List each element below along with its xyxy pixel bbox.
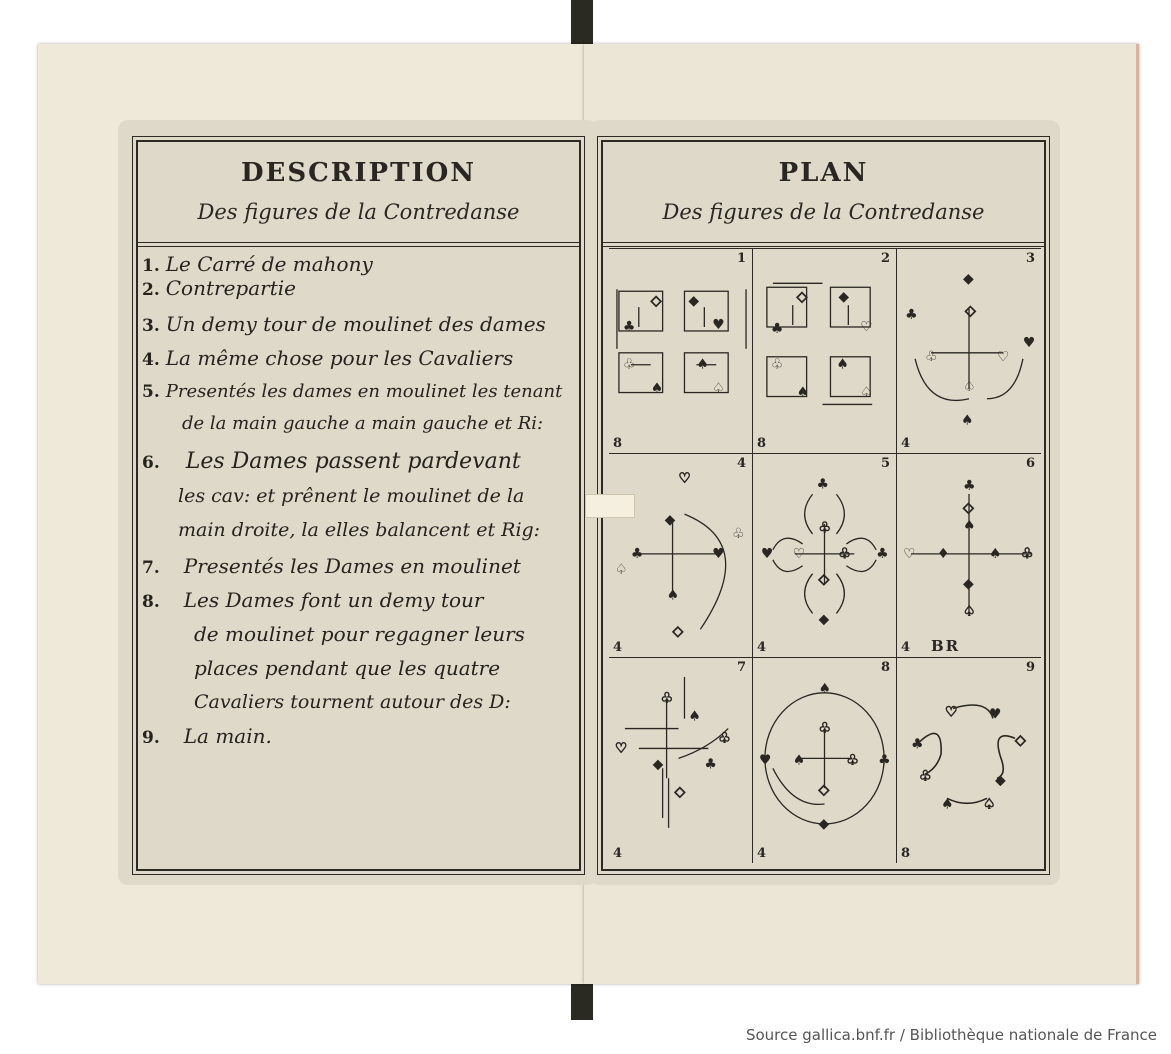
svg-text:◇: ◇ [818, 571, 830, 588]
figure-diagram [609, 658, 752, 863]
svg-text:◆: ◆ [963, 270, 974, 287]
svg-text:♧: ♧ [622, 356, 636, 373]
figure-diagram [753, 249, 896, 453]
plan-title: PLAN [778, 158, 869, 188]
figure-number: 6 [1025, 455, 1035, 471]
figure-label: BR [931, 637, 961, 656]
list-item: 9. La main. [142, 724, 272, 748]
header-rule [603, 242, 1044, 247]
svg-text:♧: ♧ [660, 691, 674, 708]
svg-text:♡: ♡ [903, 545, 916, 562]
svg-text:♧: ♧ [925, 348, 938, 365]
svg-text:♠: ♠ [941, 796, 954, 813]
description-frame [136, 140, 581, 871]
figure-number: 8 [880, 660, 890, 676]
svg-text:♥: ♥ [989, 706, 1002, 723]
svg-text:♤: ♤ [712, 380, 725, 397]
svg-text:♠: ♠ [666, 587, 680, 604]
figure-diagram [753, 658, 896, 863]
svg-text:♠: ♠ [796, 384, 810, 401]
svg-text:♣: ♣ [876, 545, 889, 562]
svg-text:♧: ♧ [818, 720, 831, 737]
svg-text:◆: ◆ [688, 293, 700, 310]
list-item: 1. Le Carré de mahony [142, 252, 373, 276]
svg-text:◇: ◇ [965, 302, 976, 319]
list-item: de la main gauche a main gauche et Ri: [182, 413, 544, 434]
figure-cell-4 [609, 454, 753, 659]
svg-text:♧: ♧ [818, 519, 831, 536]
list-item: 3. Un demy tour de moulinet des dames [142, 312, 546, 336]
figure-count: 4 [901, 435, 911, 451]
paper-bookmark [585, 494, 635, 518]
figure-count: 4 [901, 640, 911, 656]
figure-cell-5 [753, 454, 897, 659]
plan-subtitle: Des figures de la Contredanse [662, 200, 985, 224]
svg-text:◇: ◇ [650, 293, 662, 310]
figure-number: 1 [736, 251, 746, 266]
svg-text:♧: ♧ [919, 768, 932, 785]
svg-text:◆: ◆ [652, 756, 664, 773]
svg-text:◆: ◆ [664, 511, 676, 528]
svg-text:♥: ♥ [712, 316, 725, 333]
figure-number: 9 [1025, 660, 1035, 676]
svg-text:♣: ♣ [630, 545, 644, 562]
svg-text:♠: ♠ [961, 412, 974, 429]
list-item: 6. Les Dames passent pardevant [142, 449, 521, 474]
svg-text:♡: ♡ [678, 470, 691, 487]
description-title: DESCRIPTION [240, 158, 477, 188]
figure-number: 3 [1025, 251, 1035, 266]
plan-frame [601, 140, 1046, 871]
svg-text:♠: ♠ [818, 681, 831, 698]
svg-text:◇: ◇ [674, 784, 686, 801]
figure-cell-9 [897, 658, 1041, 863]
svg-text:◆: ◆ [838, 289, 850, 306]
figure-diagram [897, 249, 1041, 453]
svg-text:♣: ♣ [905, 306, 918, 323]
figure-number: 2 [880, 251, 890, 266]
list-item: main droite, la elles balancent et Rig: [178, 519, 541, 541]
svg-text:♥: ♥ [712, 545, 725, 562]
list-item: 8. Les Dames font un demy tour [142, 588, 484, 612]
svg-text:♧: ♧ [846, 752, 859, 769]
svg-text:♤: ♤ [614, 561, 628, 578]
figure-count: 8 [901, 846, 911, 861]
list-item: les cav: et prênent le moulinet de la [178, 485, 525, 507]
svg-text:♧: ♧ [718, 730, 731, 747]
svg-text:♡: ♡ [792, 545, 806, 562]
svg-text:♣: ♣ [878, 752, 891, 769]
svg-text:♧: ♧ [732, 525, 745, 542]
list-item: 2. Contrepartie [142, 276, 296, 300]
figure-cell-8 [753, 658, 897, 863]
figure-diagram [753, 454, 896, 658]
list-item: 4. La même chose pour les Cavaliers [142, 346, 514, 370]
source-credit: Source gallica.bnf.fr / Bibliothèque nationale de France [745, 1026, 1157, 1044]
ribbon-top [571, 0, 593, 48]
svg-text:♠: ♠ [696, 356, 709, 373]
svg-text:♠: ♠ [688, 708, 701, 725]
svg-text:♠: ♠ [650, 380, 664, 397]
svg-text:♥: ♥ [760, 545, 774, 562]
svg-text:♡: ♡ [996, 348, 1010, 365]
svg-text:♠: ♠ [792, 752, 806, 769]
svg-text:◆: ◆ [995, 772, 1006, 789]
svg-text:♠: ♠ [963, 517, 976, 534]
figure-cell-3 [897, 249, 1041, 454]
svg-text:◇: ◇ [796, 289, 808, 306]
figure-count: 4 [757, 846, 767, 861]
figure-cell-7 [609, 658, 753, 863]
svg-text:♠: ♠ [988, 545, 1002, 562]
figure-count: 8 [757, 435, 767, 451]
svg-text:♡: ♡ [614, 740, 628, 757]
svg-text:♥: ♥ [1022, 334, 1036, 351]
svg-text:◆: ◆ [818, 611, 830, 628]
list-item: 7. Presentés les Dames en moulinet [142, 554, 521, 578]
figure-count: 4 [613, 640, 623, 656]
header-rule [138, 242, 579, 247]
figure-number: 7 [736, 660, 746, 676]
figure-cell-6 [897, 454, 1041, 659]
list-item: places pendant que les quatre [194, 656, 501, 680]
figure-diagram [609, 249, 752, 453]
figure-cell-2 [753, 249, 897, 454]
svg-text:♤: ♤ [963, 603, 976, 620]
figure-number: 5 [880, 455, 890, 471]
ribbon-bottom [571, 980, 593, 1020]
svg-text:♦: ♦ [937, 545, 950, 562]
figure-diagram [897, 658, 1041, 863]
figure-number: 4 [736, 455, 746, 471]
svg-text:♧: ♧ [838, 545, 851, 562]
svg-text:◇: ◇ [963, 499, 974, 516]
list-item: Cavaliers tournent autour des D: [194, 691, 511, 713]
svg-text:◇: ◇ [818, 782, 830, 799]
svg-text:♣: ♣ [704, 756, 717, 773]
figure-count: 8 [613, 435, 623, 451]
svg-text:♣: ♣ [816, 475, 830, 492]
svg-text:♥: ♥ [758, 752, 772, 769]
list-item: 5. Presentés les dames en moulinet les tenant [142, 381, 563, 402]
svg-text:♣: ♣ [622, 318, 636, 335]
svg-text:♣: ♣ [963, 477, 976, 494]
svg-text:♤: ♤ [860, 384, 873, 401]
figure-diagram [897, 454, 1041, 658]
description-subtitle: Des figures de la Contredanse [197, 200, 520, 224]
figure-diagram [609, 454, 752, 658]
figure-grid [609, 248, 1041, 863]
svg-text:♤: ♤ [963, 378, 976, 395]
svg-text:♣: ♣ [911, 736, 924, 753]
list-item: de moulinet pour regagner leurs [194, 622, 525, 646]
figure-count: 4 [757, 640, 767, 656]
svg-text:♧: ♧ [770, 356, 784, 373]
svg-text:♧: ♧ [1020, 545, 1034, 562]
svg-text:◆: ◆ [818, 816, 830, 833]
svg-text:◇: ◇ [1015, 732, 1026, 749]
svg-text:♡: ♡ [860, 318, 873, 335]
svg-text:♤: ♤ [983, 796, 996, 813]
svg-text:◆: ◆ [963, 575, 974, 592]
figure-count: 4 [613, 846, 623, 861]
figure-cell-1 [609, 249, 753, 454]
svg-text:♠: ♠ [836, 356, 849, 373]
svg-text:♣: ♣ [770, 320, 784, 337]
svg-text:♡: ♡ [945, 704, 958, 721]
svg-text:◇: ◇ [672, 622, 684, 639]
